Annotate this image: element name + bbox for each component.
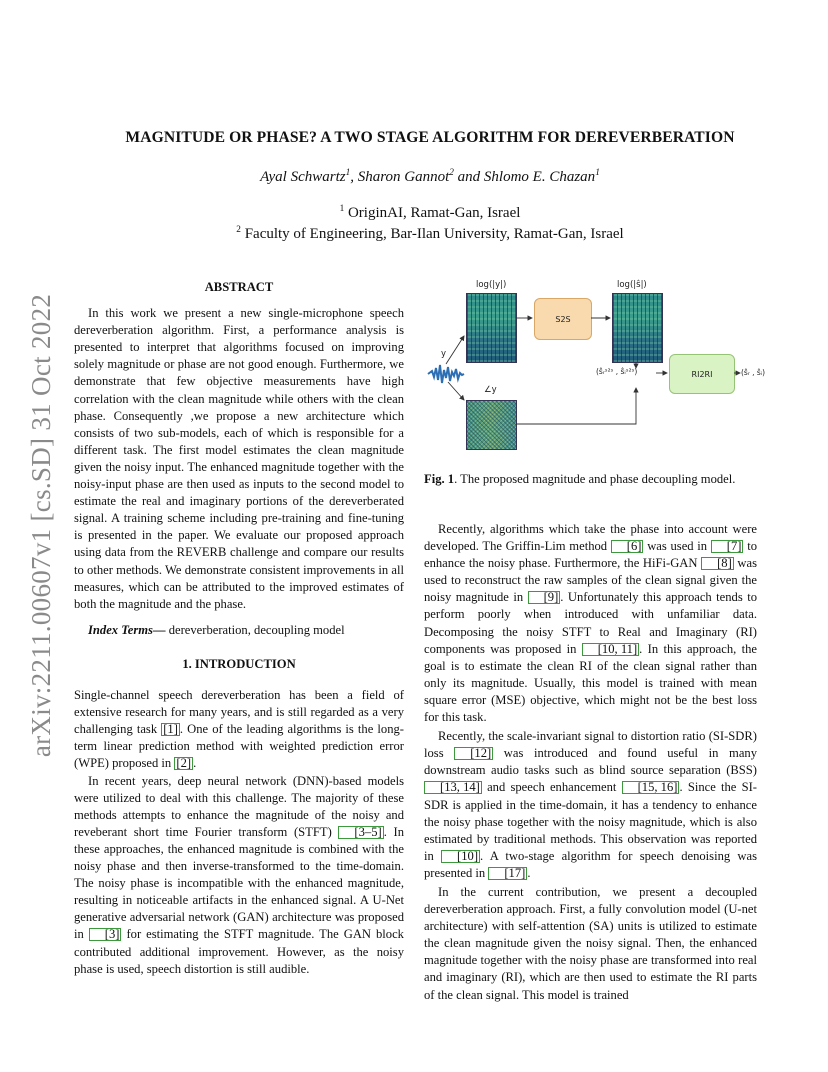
- citation-link[interactable]: [10, 11]: [582, 643, 639, 656]
- intro-text: Single-channel speech dereverberation has been a field of extensive research for many years, and is still regarded as a very challenging task: [74, 688, 404, 737]
- citation-link[interactable]: [15, 16]: [622, 781, 680, 794]
- figure-caption: [424, 472, 784, 487]
- intro-text: .: [193, 756, 197, 771]
- affiliation-mark: 1: [339, 204, 345, 214]
- intro-text: In recent years, deep neural network (DNN)-based models were utilized to deal with this challenge. The majority of these methods attempts to enhance the magnitude of the noisy and reveberant short time Fourier transform (STFT): [74, 773, 404, 839]
- author-separator: ,: [350, 169, 358, 185]
- body-text: In the current contribution, we present a decoupled dereverberation approach. First, a fully convolution model (U-net architecture) with self-attention (SA) units is utilized to estimate the clean magnitude given the noisy signal. Then, the enhanced magnitude together with the noisy phase are transformed into real and imaginary (RI), which are then used to estimate the RI parts of the clean signal. This model is trained: [424, 884, 757, 1002]
- abstract-heading: ABSTRACT: [204, 280, 274, 294]
- author-affil-mark: 1: [345, 168, 351, 178]
- affiliation-mark: 2: [236, 225, 241, 235]
- intro-paragraph: [74, 773, 404, 978]
- body-paragraph: [424, 521, 757, 726]
- introduction-heading: 1. INTRODUCTION: [182, 657, 296, 671]
- abstract-text: In this work we present a new single-microphone speech dereverberation algorithm. First, a performance analysis is presented to interpret that algorithms focused on improving solely magnitude or phase are not good enough. Furthermore, we demonstrate that few objective measurements have high correlation with the clean magnitude while others with the clean phase. Consequently ,we propose a new architecture which consists of two sub-models, each of which is responsible for a different task. The first model estimates the clean magnitude given the noisy input. The enhanced magnitude together with the noisy-input phase are then used as inputs to the second model to estimate the real and imaginary portions of the dereverberated signal. A training scheme including pre-training and fine-tuning is presented in the paper. We evaluate our proposed approach using data from the REVERB challenge and compare our results to other methods. We demonstrate consistent improvements in all measures, which can be attributed to the improved estimates of both the magnitude and the phase.: [74, 306, 404, 611]
- body-paragraph: [424, 728, 757, 882]
- body-text: Recently, algorithms which take the phase into account were developed. The Griffin-Lim method: [424, 522, 757, 554]
- citation-link[interactable]: [3]: [89, 928, 122, 941]
- citation-link[interactable]: [10]: [441, 850, 480, 863]
- body-text: was used to reconstruct the raw samples of the clean signal given the noisy magnitude in: [424, 556, 757, 605]
- arrow-y-to-phase: [448, 382, 464, 400]
- ri2ri-label: RI2RI: [691, 369, 713, 379]
- author-name: Sharon Gannot: [357, 169, 450, 185]
- s2s-label: S2S: [555, 314, 571, 324]
- label-enhanced-magnitude: log(|ŝ|): [617, 280, 647, 290]
- caption-label: Fig. 1: [424, 472, 455, 486]
- body-text: was used in: [643, 539, 711, 554]
- citation-link[interactable]: [6]: [611, 540, 644, 553]
- citation-link[interactable]: [12]: [454, 747, 493, 760]
- label-ri-output: (ŝᵣ , ŝᵢ): [741, 368, 766, 377]
- arxiv-id: arXiv:2211.00607v1 [cs.SD] 31 Oct 2022: [26, 293, 57, 757]
- body-text: . In this approach, the goal is to estimate the clean RI of the clean signal rather than only its magnitude. Usually, this model is trained with mean square error (MSE) objective, which might not be the best loss for this task.: [424, 641, 757, 725]
- citation-link[interactable]: [9]: [528, 591, 561, 604]
- index-terms-text: dereverberation, decoupling model: [168, 622, 345, 637]
- citation-link[interactable]: [13, 14]: [424, 781, 482, 794]
- arrow-phase-to-ri: [516, 388, 636, 424]
- citation-link[interactable]: [3–5]: [338, 826, 383, 839]
- affiliation: [70, 205, 790, 222]
- abstract-section: [74, 279, 404, 639]
- label-y: y: [441, 349, 447, 359]
- citation-link[interactable]: [7]: [711, 540, 744, 553]
- body-text: . A two-stage algorithm for speech denoising was presented in: [424, 848, 757, 880]
- arxiv-watermark: [22, 290, 62, 760]
- arrow-y-to-magnitude: [446, 336, 464, 364]
- author-list: [70, 169, 790, 186]
- label-phase: ∠y: [484, 385, 497, 395]
- intro-text: . One of the leading algorithms is the long-term linear prediction method with weighted prediction error (WPE) proposed in: [74, 722, 404, 771]
- figure-connectors: [424, 276, 778, 462]
- caption-text: . The proposed magnitude and phase decoupling model.: [454, 472, 736, 486]
- intro-paragraph: [74, 687, 404, 772]
- body-text: and speech enhancement: [481, 780, 622, 795]
- citation-link[interactable]: [2]: [176, 756, 192, 771]
- index-terms: [74, 622, 404, 639]
- body-text: .: [527, 865, 531, 880]
- body-text: Recently, the scale-invariant signal to distortion ratio (SI-SDR) loss: [424, 729, 757, 761]
- body-text: to enhance the noisy phase. Furthermore, the HiFi-GAN: [424, 539, 757, 571]
- right-column-body: [424, 521, 757, 1004]
- paper-title: MAGNITUDE OR PHASE? A TWO STAGE ALGORITHM FOR DEREVERBERATION: [125, 129, 735, 146]
- figure-1: [424, 276, 778, 462]
- citation-link[interactable]: [1]: [163, 722, 178, 737]
- label-ri-input: (ŝᵣˢ²ˢ , ŝᵢˢ²ˢ): [596, 367, 638, 376]
- citation-link[interactable]: [8]: [701, 557, 734, 570]
- introduction-section: [74, 656, 404, 978]
- intro-text: . In these approaches, the enhanced magnitude is combined with the noisy phase and then inverse-transformed to the time-domain. The noisy phase is incompatible with the enhanced magnitude, resulting in noticeable artifacts in the enhanced signal. A U-Net generative adversarial network (GAN) architecture was proposed in: [74, 824, 404, 942]
- body-text: was introduced and found useful in many downstream audio tasks such as blind source separation (BSS): [424, 746, 757, 778]
- affiliation: [70, 226, 790, 243]
- body-text: . Since the SI-SDR is applied in the time-domain, it has a tendency to enhance the noisy phase together with the noisy magnitude, which is also estimated by traditional methods. This observation was reported in: [424, 780, 757, 863]
- citation-link[interactable]: [17]: [488, 867, 527, 880]
- author-name: Shlomo E. Chazan: [483, 169, 596, 185]
- body-text: . Unfortunately this approach tends to perform poorly when introduced with unfamiliar data. Decomposing the noisy STFT to Real and Imaginary (RI) components was proposed in: [424, 590, 757, 656]
- author-separator: and: [453, 169, 484, 185]
- waveform-icon: [428, 365, 464, 383]
- body-paragraph: [424, 884, 757, 1004]
- author-affil-mark: 2: [449, 168, 454, 178]
- author-affil-mark: 1: [595, 168, 600, 178]
- label-noisy-magnitude: log(|y|): [476, 280, 507, 290]
- author-name: Ayal Schwartz: [260, 169, 346, 185]
- index-terms-label: Index Terms—: [88, 622, 166, 637]
- intro-text: for estimating the STFT magnitude. The GAN block contributed additional improvement. However, as the noisy phase is used, speech distortion is still audible.: [74, 927, 404, 976]
- affiliation-text: Faculty of Engineering, Bar-Ilan University, Ramat-Gan, Israel: [244, 226, 624, 242]
- affiliation-text: OriginAI, Ramat-Gan, Israel: [347, 205, 521, 221]
